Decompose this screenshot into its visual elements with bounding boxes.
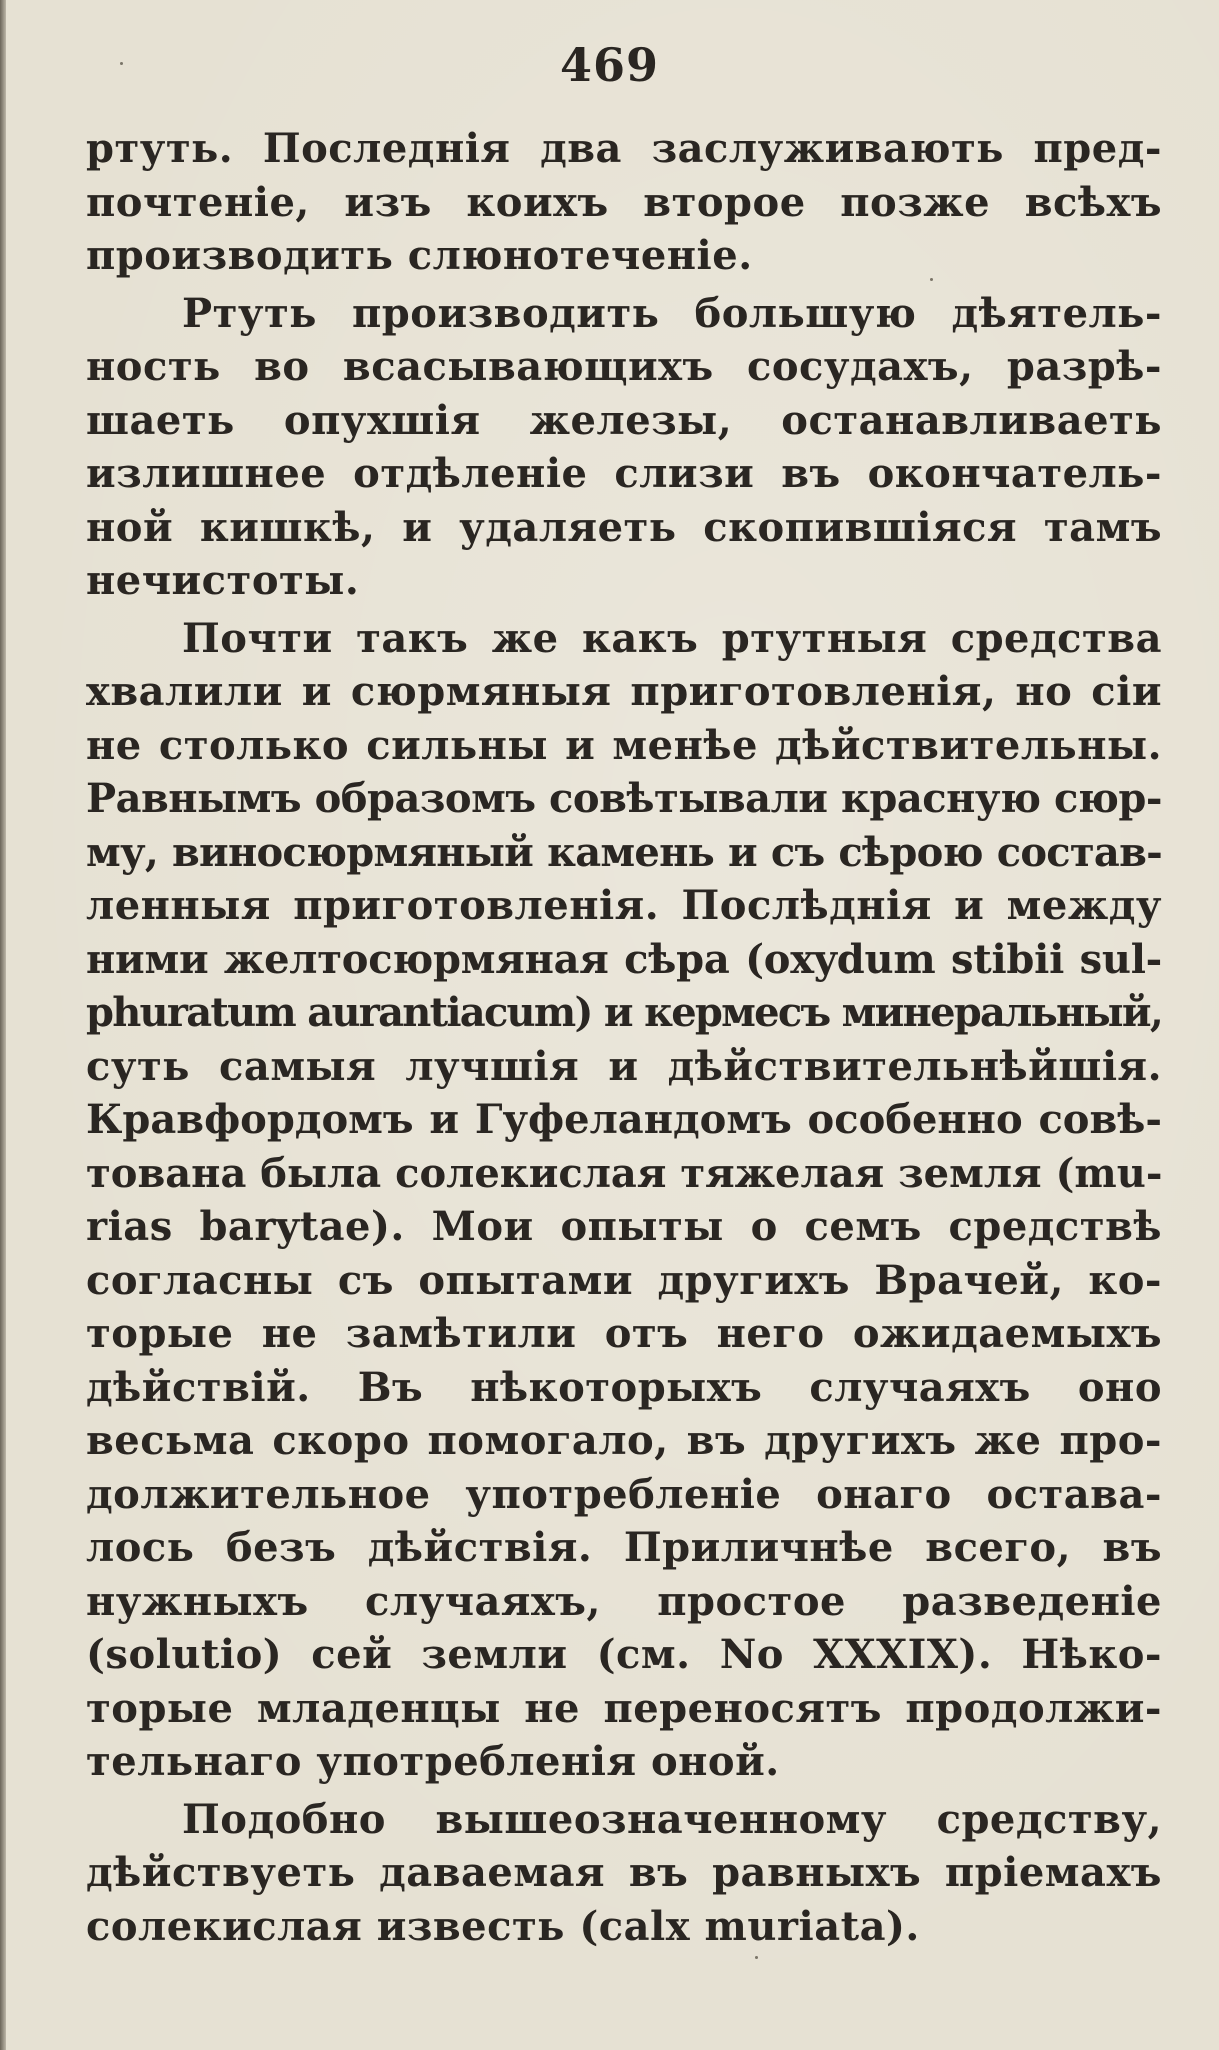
text-line: шаеть опухшія железы, останавливаеть [86,396,1162,444]
text-line: торые не замѣтили отъ него ожидаемыхъ [86,1310,1162,1357]
text-line: Почти такъ же какъ ртутныя средства [182,614,1162,662]
text-line: не столько сильны и менѣе дѣйствительны. [86,721,1162,769]
body-text [86,122,1162,1953]
text-line: весьма скоро помогало, въ другихъ же про- [86,1417,1162,1464]
text-line: нечистоты. [86,557,360,604]
text-line: (solutio) сей земли (см. No XXXIX). Нѣко- [86,1631,1162,1678]
binding-edge [0,0,6,2050]
text-line: ленныя приготовленія. Послѣднія и между [86,882,1162,929]
text-line: производить слюнотеченіе. [86,232,753,279]
paragraph [86,1793,1162,1954]
text-line: тована была солекислая тяжелая земля (mu- [86,1149,1163,1197]
text-line: Подобно вышеозначенному средству, [182,1795,1162,1843]
page-number: 469 [559,38,660,92]
text-line: Кравфордомъ и Гуфеландомъ особенно совѣ- [86,1096,1162,1143]
text-line: почтеніе, изъ коихъ второе позже всѣхъ [86,178,1162,226]
text-line: нужныхъ случаяхъ, простое разведеніе [86,1577,1162,1625]
text-line: ртуть. Последнія два заслуживають пред- [86,125,1162,172]
paragraph [86,122,1162,283]
text-line: излишнее отдѣленіе слизи въ окончатель- [86,450,1162,497]
text-line: согласны съ опытами другихъ Врачей, ко- [86,1256,1162,1304]
paragraph [86,612,1162,1789]
text-line: ной кишкѣ, и удаляеть скопившіяся тамъ [86,503,1162,551]
paper-speck [755,1956,758,1959]
text-line: ность во всасывающихъ сосудахъ, разрѣ- [86,343,1162,390]
text-line: хвалили и сюрмяныя приготовленія, но сіи [86,668,1162,715]
text-line: дѣйствуеть даваемая въ равныхъ пріемахъ [86,1849,1162,1896]
text-line: торые младенцы не переносятъ продолжи- [86,1684,1162,1732]
text-line: rias barytae). Мои опыты о семъ средствѣ [86,1203,1162,1250]
text-line: лось безъ дѣйствія. Приличнѣе всего, въ [86,1524,1162,1571]
text-line: ними желтосюрмяная сѣра (oxydum stibii sul- [86,935,1162,983]
text-line: Равнымъ образомъ совѣтывали красную сюр- [86,775,1162,822]
text-line: дѣйствій. Въ нѣкоторыхъ случаяхъ оно [86,1363,1162,1411]
text-line: суть самыя лучшія и дѣйствительнѣйшія. [86,1042,1162,1090]
text-line: му, виносюрмяный камень и съ сѣрою состав- [86,828,1162,876]
text-line: тельнаго употребленія оной. [86,1738,780,1785]
text-line: должительное употребленіе онаго остава- [86,1470,1162,1518]
text-line: солекислая известь (calx muriata). [86,1902,920,1950]
paragraph [86,287,1162,608]
text-line: phuratum aurantiacum) и кермесъ минеральный, [86,989,1162,1036]
text-line: Ртуть производить большую дѣятель- [182,289,1162,337]
